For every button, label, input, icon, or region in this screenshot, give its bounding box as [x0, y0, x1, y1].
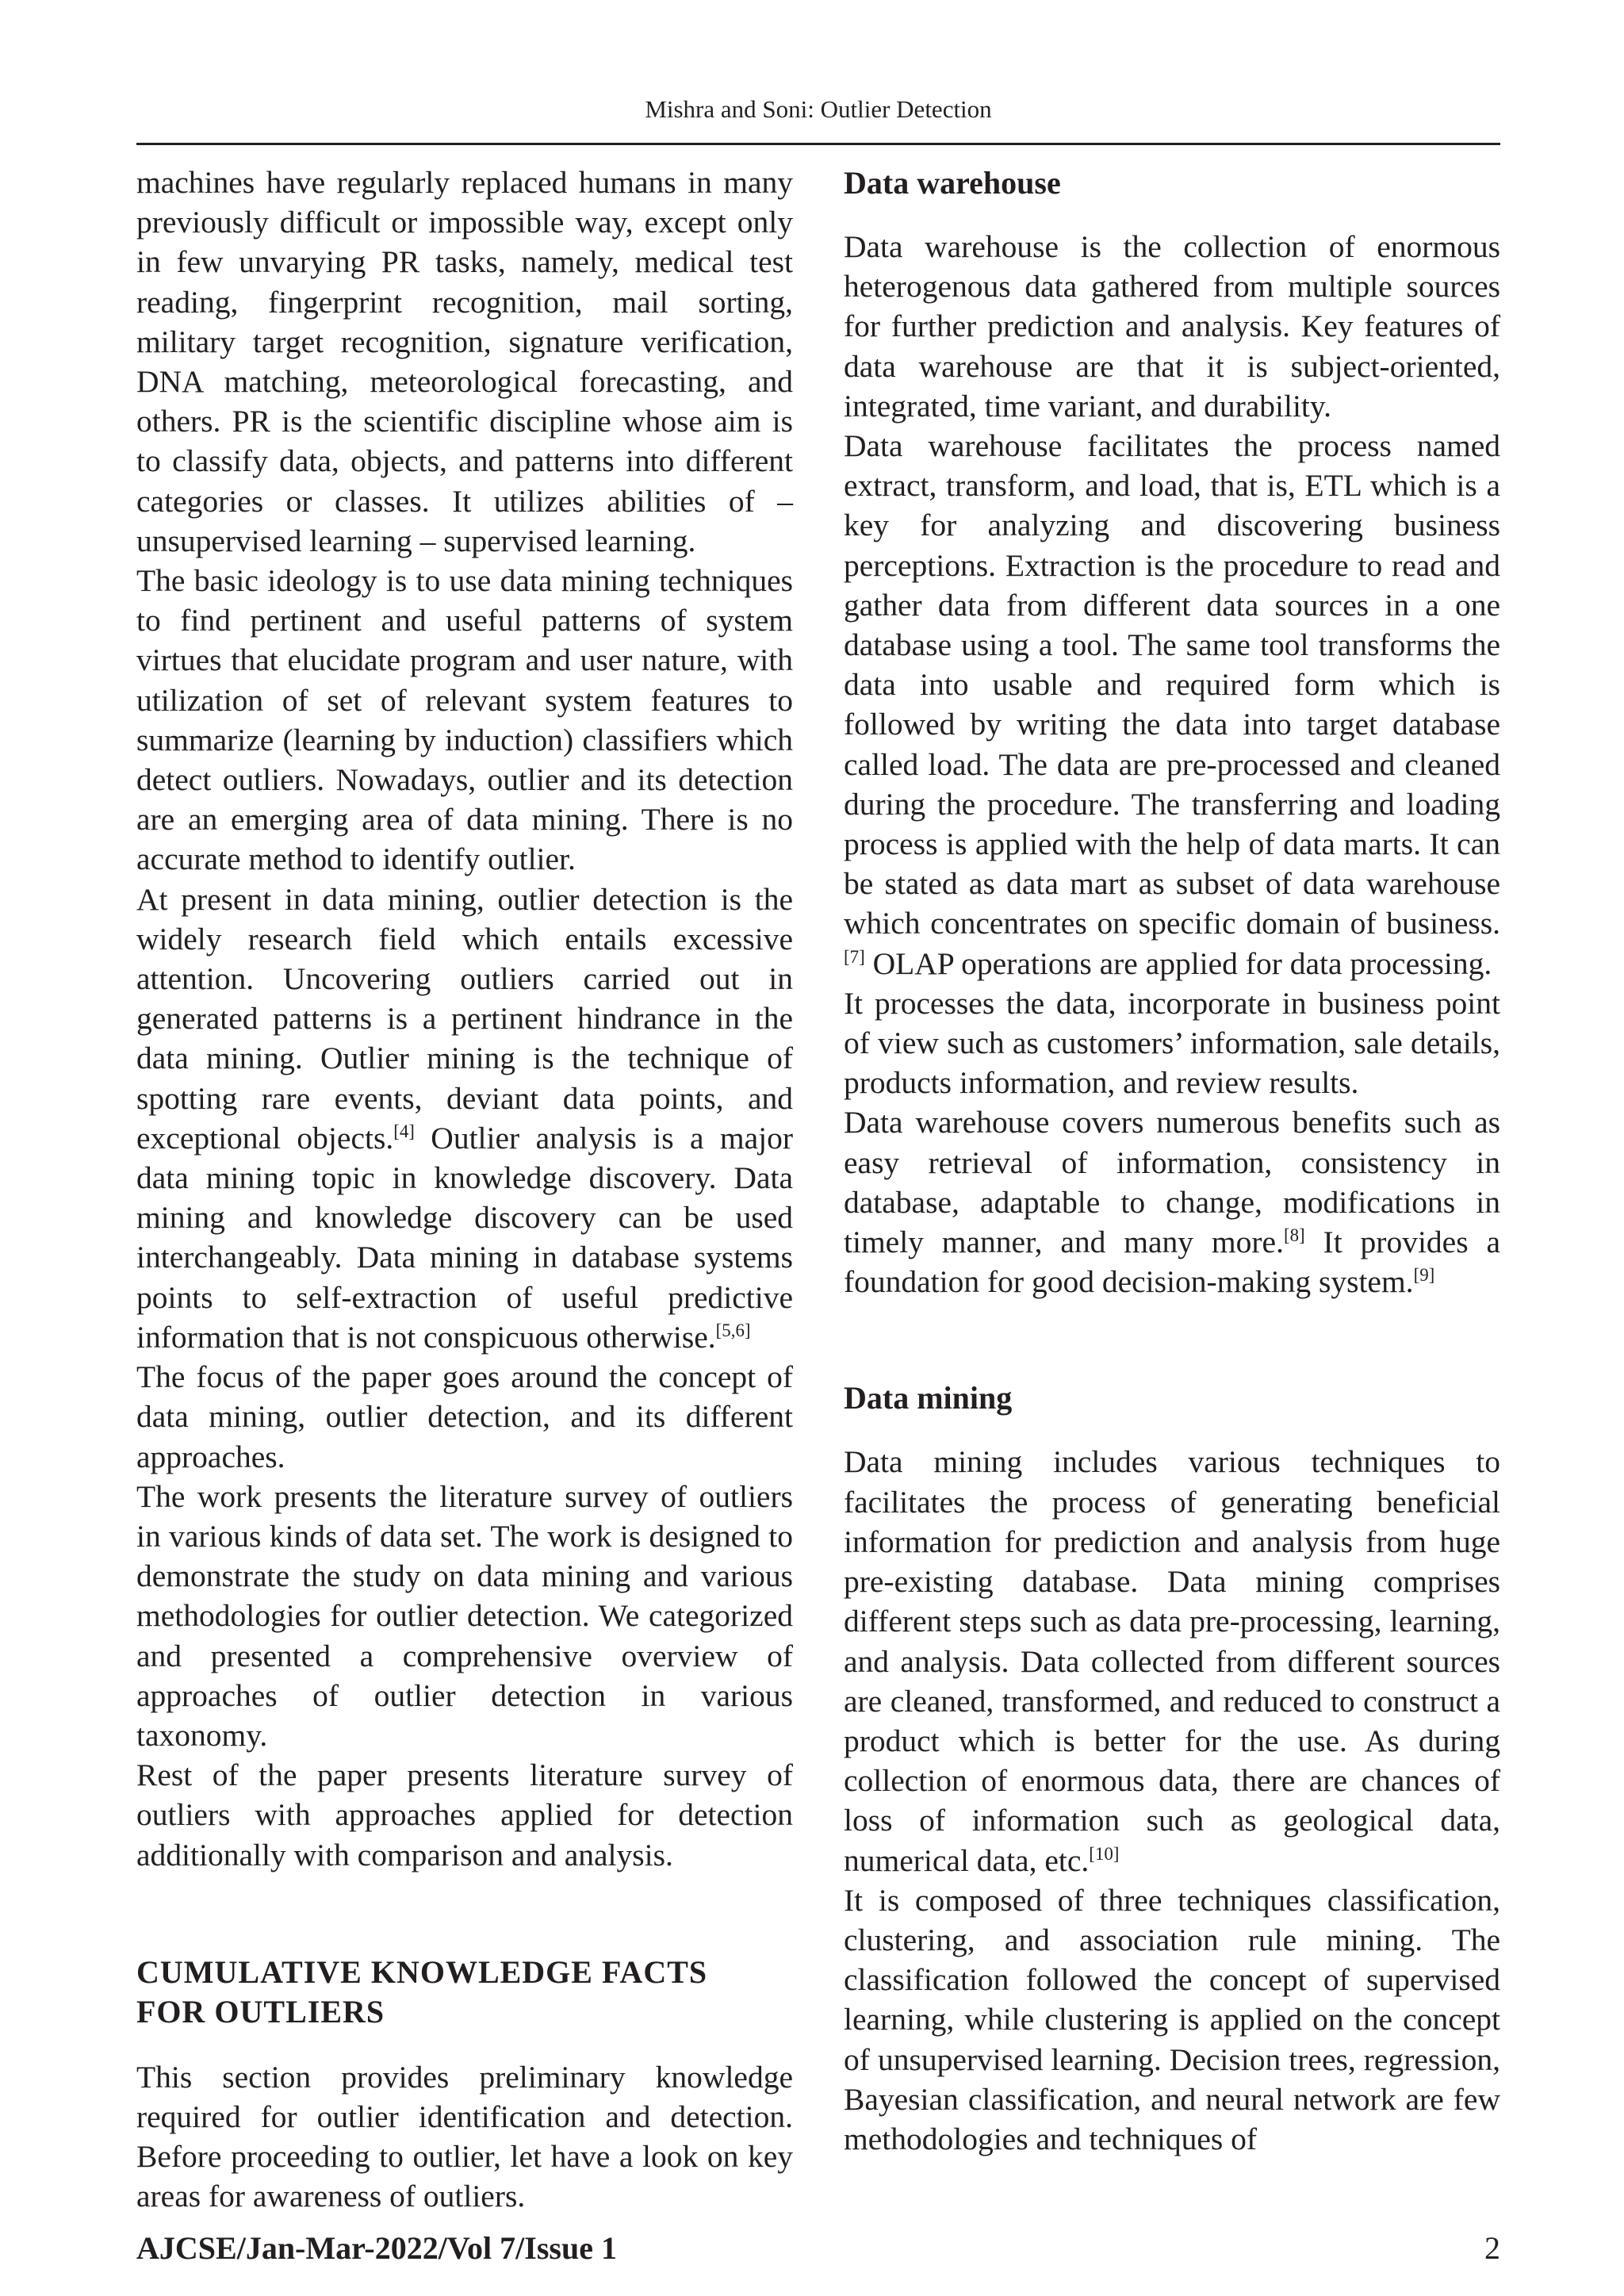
subsection-heading-data-mining: Data mining [844, 1380, 1013, 1416]
journal-info: AJCSE/Jan-Mar-2022/Vol 7/Issue 1 [136, 2230, 617, 2266]
paragraph: Rest of the paper presents literature survey of outliers with approaches applied for detection additionally with comparison and analysis. [136, 1757, 793, 1872]
citation: [4] [393, 1121, 415, 1141]
paragraph: It processes the data, incorporate in business point of view such as customers’ information, sale details, products information, and review results. [844, 985, 1500, 1101]
paragraph: The focus of the paper goes around the concept of data mining, outlier detection, and its different approaches. [136, 1359, 793, 1474]
paragraph: This section provides preliminary knowledge required for outlier identification and detection. Before proceeding to outlier, let have a look on key areas for awareness of outliers. [136, 2059, 793, 2214]
section-heading: CUMULATIVE KNOWLEDGE FACTS FOR OUTLIERS [136, 1953, 708, 2030]
paragraph: machines have regularly replaced humans in many previously difficult or impossible way, except only in few unvarying PR tasks, namely, medical test reading, fingerprint recognition, mail sorting, military target recognition, signature verification, DNA matching, meteorological forecasting, and others. PR is the scientific discipline whose aim is to classify data, objects, and patterns into different categories or classes. It utilizes abilities of – unsupervised learning – supervised learning. [136, 165, 793, 558]
right-column [844, 163, 1500, 2159]
paragraph: Data warehouse is the collection of enormous heterogenous data gathered from multiple sources for further prediction and analysis. Key features of data warehouse are that it is subject-oriented, integrated, time variant, and durability. [844, 229, 1500, 424]
citation: [9] [1413, 1265, 1435, 1286]
citation: [7] [844, 946, 865, 967]
citation: [5,6] [715, 1320, 751, 1340]
running-header: Mishra and Soni: Outlier Detection [645, 95, 992, 123]
subsection-heading-data-warehouse: Data warehouse [844, 165, 1061, 201]
paragraph: The basic ideology is to use data mining techniques to find pertinent and useful patterns of system virtues that elucidate program and user nature, with utilization of set of relevant system features to summarize (learning by induction) classifiers which detect outliers. Nowadays, outlier and its detection are an emerging area of data mining. There is no accurate method to identify outlier. [136, 563, 793, 877]
paragraph: Data warehouse facilitates the process named extract, transform, and load, that is, ETL which is a key for analyzing and discovering business perceptions. Extraction is the procedure to read and gather data from different data sources in a one database using a tool. The same tool transforms the data into usable and required form which is followed by writing the data into target database called load. The data are pre-processed and cleaned during the procedure. The transferring and loading process is applied with the help of data marts. It can be stated as data mart as subset of data warehouse which concentrates on specific domain of business.[7] OLAP operations are applied for data processing. [844, 428, 1500, 981]
paragraph: Data mining includes various techniques to facilitates the process of generating beneficial information for prediction and analysis from huge pre-existing database. Data mining comprises different steps such as data pre-processing, learning, and analysis. Data collected from different sources are cleaned, transformed, and reduced to construct a product which is better for the use. As during collection of enormous data, there are chances of loss of information such as geological data, numerical data, etc.[10] [844, 1444, 1500, 1878]
paragraph: The work presents the literature survey of outliers in various kinds of data set. The work is designed to demonstrate the study on data mining and various methodologies for outlier detection. We categorized and presented a comprehensive overview of approaches of outlier detection in various taxonomy. [136, 1478, 793, 1753]
citation: [10] [1089, 1843, 1120, 1864]
left-column [136, 163, 793, 2217]
citation: [8] [1283, 1225, 1305, 1245]
header-rule [136, 143, 1500, 145]
paragraph: At present in data mining, outlier detection is the widely research field which entails excessive attention. Uncovering outliers carried out in generated patterns is a pertinent hindrance in the data mining. Outlier mining is the technique of spotting rare events, deviant data points, and exceptional objects.[4] Outlier analysis is a major data mining topic in knowledge discovery. Data mining and knowledge discovery can be used interchangeably. Data mining in database systems points to self-extraction of useful predictive information that is not conspicuous otherwise.[5,6] [136, 881, 794, 1355]
page-number: 2 [1484, 2230, 1500, 2266]
paragraph: It is composed of three techniques classification, clustering, and association rule mining. The classification followed the concept of supervised learning, while clustering is applied on the concept of unsupervised learning. Decision trees, regression, Bayesian classification, and neural network are few methodologies and techniques of [844, 1882, 1500, 2156]
paragraph: Data warehouse covers numerous benefits such as easy retrieval of information, consistency in database, adaptable to change, modifications in timely manner, and many more.[8] It provides a foundation for good decision-making system.[9] [844, 1105, 1500, 1300]
